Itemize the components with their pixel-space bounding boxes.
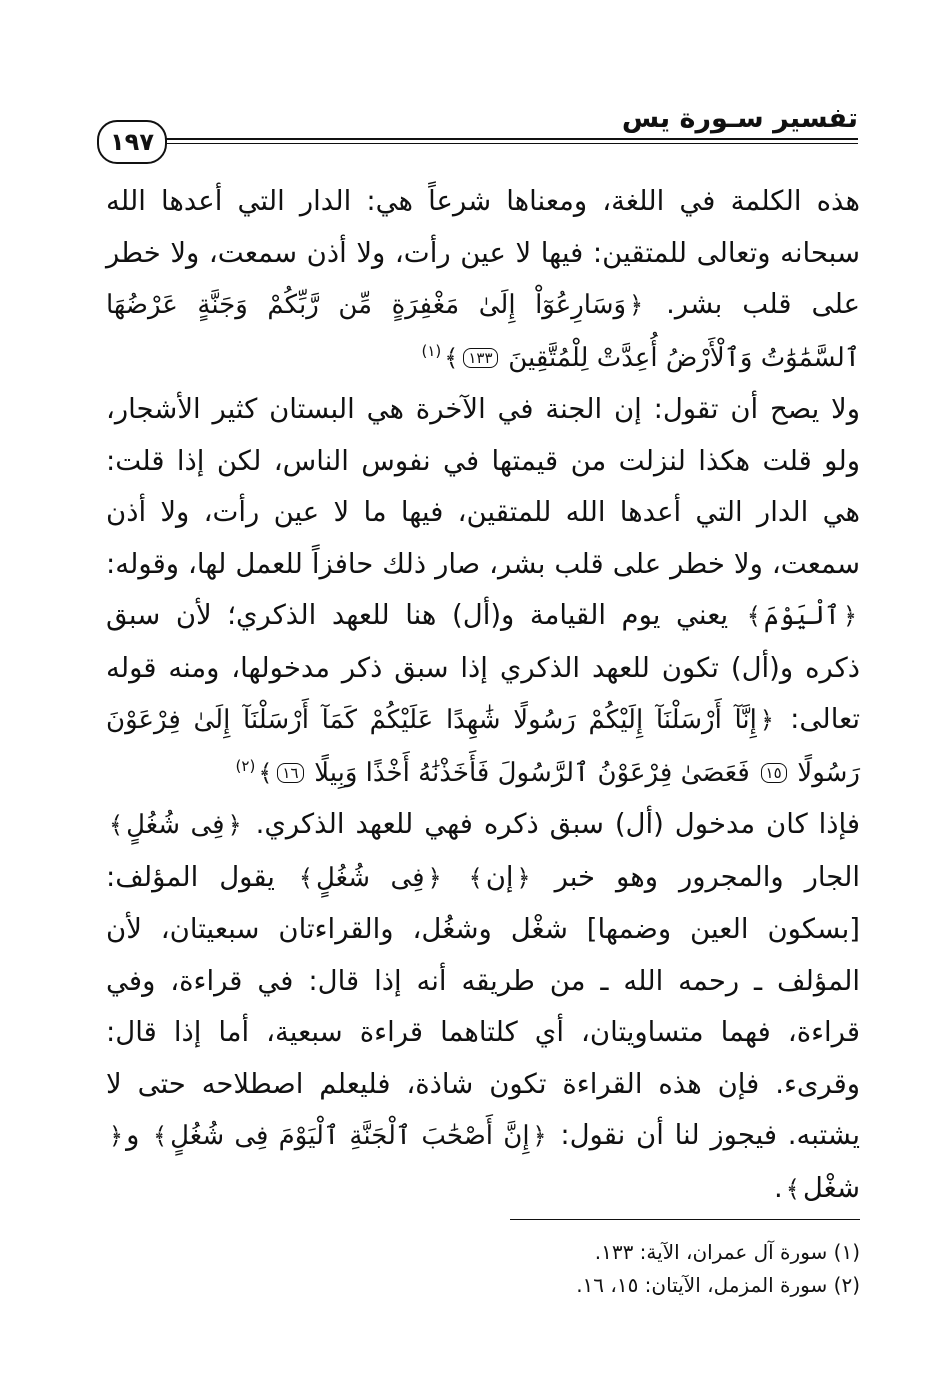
- paragraph-1: [106, 176, 860, 384]
- quran-word: شغْل: [802, 1171, 860, 1204]
- p3-text: فإذا كان مدخول (أل) سبق ذكره فهي للعهد الذكري.: [255, 808, 860, 840]
- quran-close-bracket: ﴾: [444, 343, 459, 372]
- p2-text: يعني يوم القيامة و(أل) هنا للعهد الذكري؛ لأن سبق ذكره و(أل) تكون للعهد الذكري إذا سبق ذكر مدخولها، ومنه قوله تعالى:: [106, 599, 860, 735]
- quran-close-bracket: ﴾: [298, 863, 313, 892]
- running-title: تفسير سـورة يس: [621, 103, 858, 134]
- p2-text: ولا يصح أن تقول: إن الجنة في الآخرة هي البستان كثير الأشجار، ولو قلت هكذا لنزلت من قيمتها في نفوس الناس، لكن إذا قلت: هي الدار التي أعدها الله للمتقين، فيها ما لا عين رأت، ولا أذن سمعت، ولا خطر على قلب بشر، صار ذلك حافزاً للعمل لها، وقوله:: [106, 393, 860, 580]
- quran-verse: وَسَارِعُوٓاْ إِلَىٰ مَغْفِرَةٍ مِّن رَّبِّكُمْ وَجَنَّةٍ عَرْضُهَا ٱلسَّمَٰوَٰتُ وَٱلْأَرْضُ أُعِدَّتْ لِلْمُتَّقِينَ: [106, 290, 860, 373]
- p3-text: الجار والمجرور وهو خبر: [554, 860, 861, 893]
- footnote-2: (٢) سورة المزمل، الآيتان: ١٥، ١٦.: [576, 1273, 860, 1297]
- quran-close-bracket: ﴾: [785, 1174, 800, 1203]
- footnote-rule: [510, 1219, 860, 1220]
- footnote-ref: (١): [421, 341, 442, 360]
- quran-word: ٱلْيَوْمَ: [763, 601, 840, 631]
- quran-word: فِى شُغُلٍ: [126, 810, 225, 840]
- footnotes: [576, 1236, 860, 1302]
- page-number: ١٩٧: [97, 120, 167, 164]
- footnote-1: (١) سورة آل عمران، الآية: ١٣٣.: [594, 1240, 860, 1264]
- quran-open-bracket: ﴿: [427, 863, 442, 892]
- quran-open-bracket: ﴿: [842, 602, 857, 630]
- p3-end: .: [774, 1171, 783, 1204]
- quran-open-bracket: ﴿: [532, 1122, 547, 1150]
- quran-open-bracket: ﴿: [759, 706, 774, 734]
- quran-open-bracket: ﴿: [516, 863, 531, 892]
- quran-verse: إِنَّآ أَرْسَلْنَآ إِلَيْكُمْ رَسُولًا شَٰهِدًا عَلَيْكُمْ كَمَآ أَرْسَلْنَآ إِلَىٰ فِرْعَوْنَ رَسُولًا: [106, 705, 860, 788]
- p3-text: يقول المؤلف: [بسكون العين وضمها] شغْل وشغُل، والقراءتان سبعيتان، لأن المؤلف ـ رحمه الله ـ من طريقه أنه إذا قال: في قراءة، وفي قراءة، فهما متساويتان، أي كلتاهما قراءة سبعية، أما إذا قال: وقرىء. فإن هذه القراءة تكون شاذة، فليعلم اصطلاحه حتى لا يشتبه. فيجوز لنا أن نقول:: [106, 860, 860, 1151]
- ayah-number: ١٥: [761, 763, 787, 783]
- ayah-number: ١٦: [277, 763, 303, 783]
- quran-close-bracket: ﴾: [746, 602, 761, 630]
- quran-verse: إِنَّ أَصْحَٰبَ ٱلْجَنَّةِ ٱلْيَوْمَ فِى شُغُلٍ: [170, 1121, 530, 1151]
- quran-word: فِى شُغُلٍ: [315, 862, 425, 893]
- quran-open-bracket: ﴿: [227, 811, 242, 839]
- quran-word: إن: [485, 860, 514, 893]
- quran-open-bracket: ﴿: [629, 291, 644, 319]
- quran-close-bracket: ﴾: [109, 811, 124, 839]
- footnote-ref: (٢): [235, 756, 256, 775]
- p1-text: هذه الكلمة في اللغة، ومعناها شرعاً هي: الدار التي أعدها الله سبحانه وتعالى للمتقين: فيها لا عين رأت، ولا أذن سمعت، ولا خطر على قلب بشر.: [106, 185, 860, 320]
- paragraph-3: [106, 799, 860, 1215]
- ayah-number: ١٣٣: [463, 348, 497, 368]
- paragraph-2: [106, 384, 860, 799]
- header-rule: [158, 138, 858, 144]
- quran-close-bracket: ﴾: [468, 863, 483, 892]
- quran-close-bracket: ﴾: [258, 758, 273, 787]
- body-text: [106, 176, 860, 1215]
- p3-text: و: [126, 1119, 140, 1151]
- quran-close-bracket: ﴾: [153, 1122, 168, 1150]
- quran-verse: فَعَصَىٰ فِرْعَوْنُ ٱلرَّسُولَ فَأَخَذْنَٰهُ أَخْذًا وَبِيلًا: [314, 757, 750, 788]
- quran-open-bracket: ﴿: [109, 1122, 124, 1150]
